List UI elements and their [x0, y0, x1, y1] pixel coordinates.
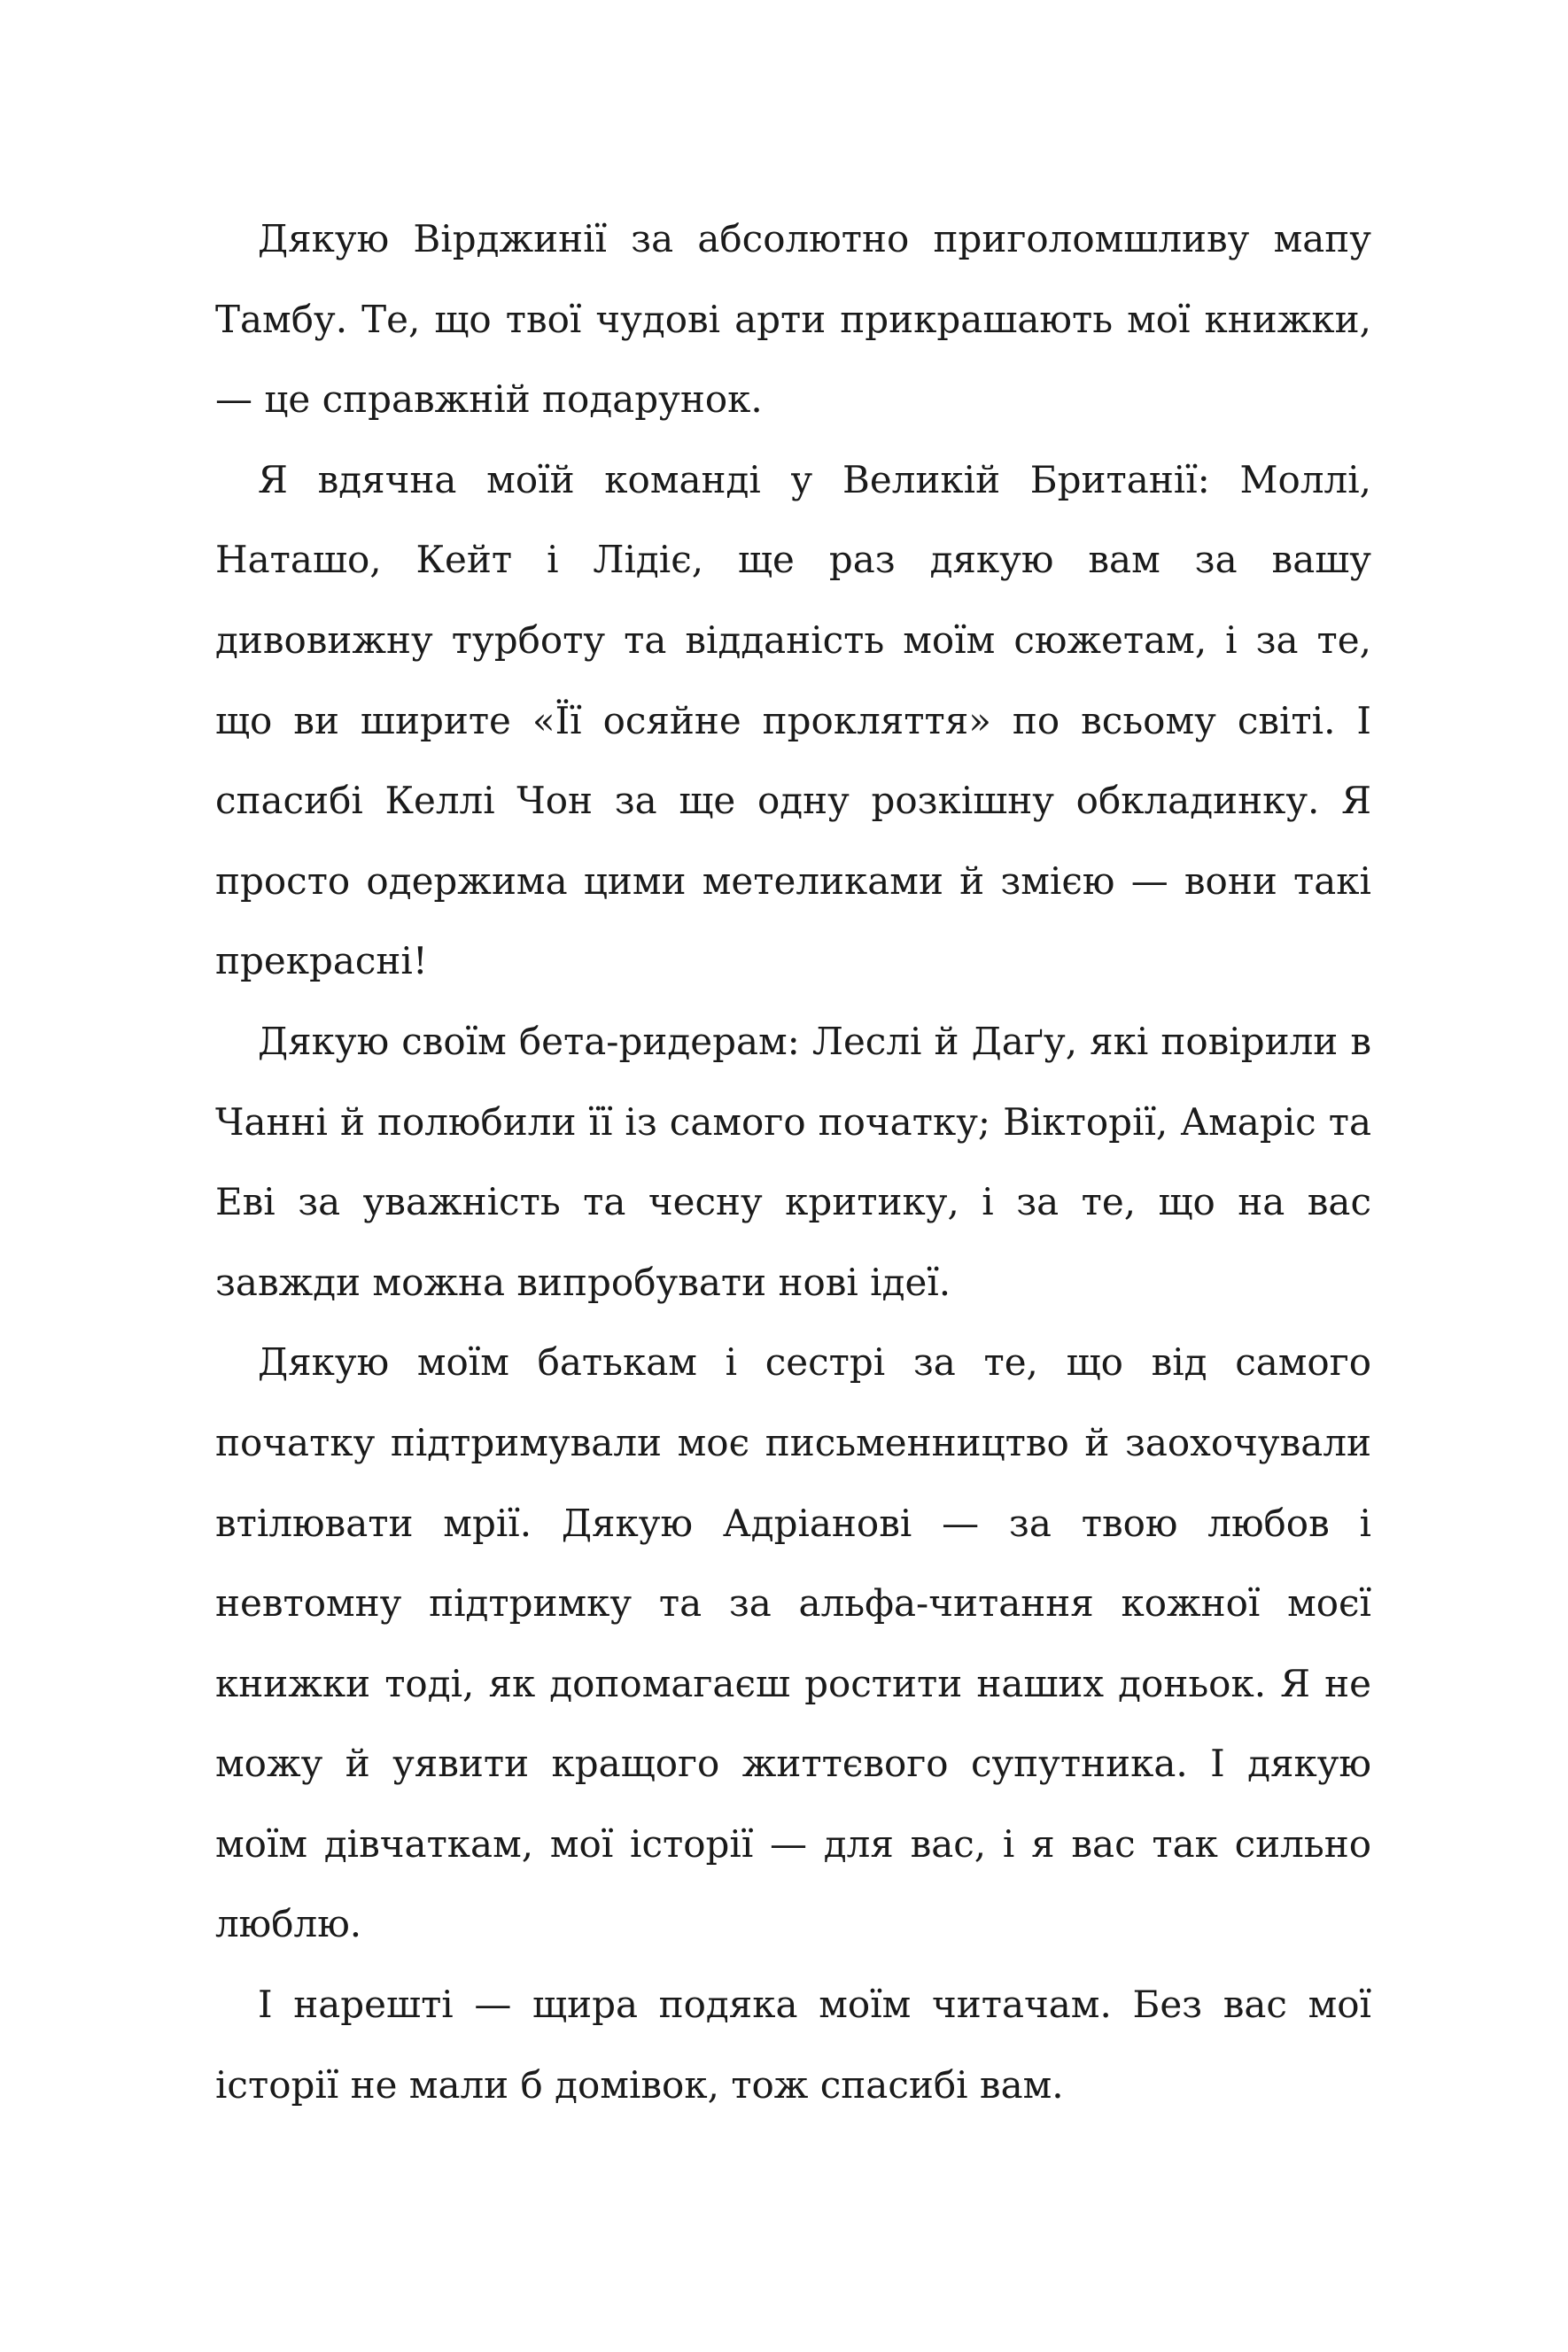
- paragraph: Я вдячна моїй команді у Великій Британії: Моллі, Наташо, Кейт і Лідіє, ще раз дякую вам за вашу дивовижну турботу та відданість моїм сюжетам, і за те, що ви ширите «Її осяйне прокляття» по всьому світі. І спасибі Келлі Чон за ще одну розкішну обкладинку. Я просто одержима цими метеликами й змією — вони такі прекрасні!: [215, 457, 1371, 983]
- paragraph: Дякую своїм бета-ридерам: Леслі й Даґу, які повірили в Чанні й полюбили її із самого початку; Вікторії, Амаріс та Еві за уважність та чесну критику, і за те, що на вас завжди можна випробувати нові ідеї.: [215, 1019, 1371, 1304]
- paragraph: Дякую Вірджинії за абсолютно приголомшливу мапу Тамбу. Те, що твої чудові арти прикрашають мої книжки, — це справжній подарунок.: [215, 217, 1371, 422]
- paragraph: Дякую моїм батькам і сестрі за те, що від самого початку підтримували моє письменництво й заохочували втілювати мрії. Дякую Адріанові — за твою любов і невтомну підтримку та за альфа-читання кожної моєї книжки тоді, як допомагаєш ростити наших доньок. Я не можу й уявити кращого життєвого супутника. І дякую моїм дівчаткам, мої історії — для вас, і я вас так сильно люблю.: [215, 1340, 1371, 1946]
- acknowledgements-text: [215, 199, 1371, 2125]
- paragraph: І нарешті — щира подяка моїм читачам. Без вас мої історії не мали б домівок, тож спасибі вам.: [215, 1983, 1371, 2107]
